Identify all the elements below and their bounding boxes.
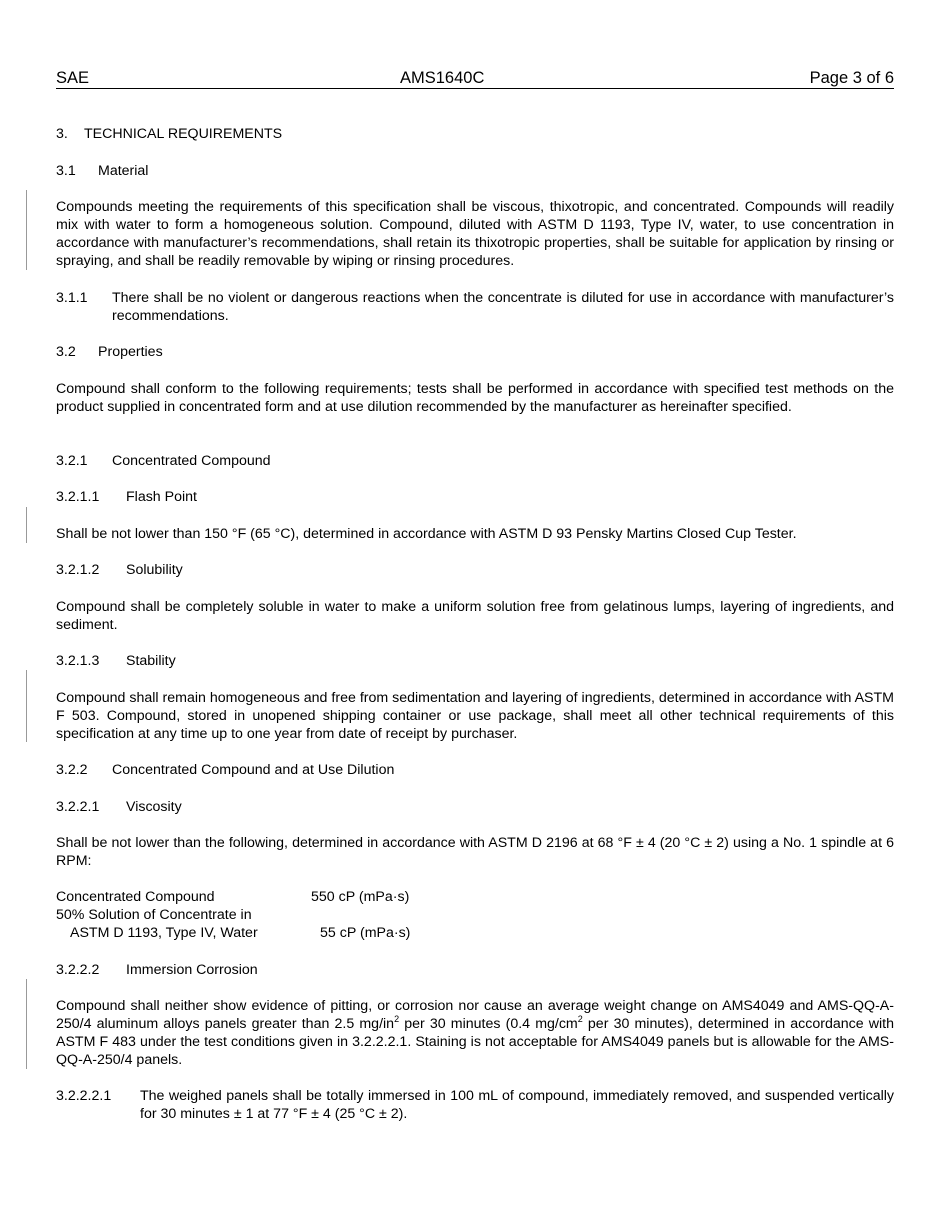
viscosity-row-2-label-line-1: 50% Solution of Concentrate in (56, 907, 252, 923)
viscosity-row-1-value: 550 cP (mPa·s) (311, 889, 410, 905)
section-3-2-text: Compound shall conform to the following requirements; tests shall be performed in accordance with specified test methods on the product supplied in concentrated form and at use dilution recommended by the manufacturer as hereinafter specified. (56, 381, 894, 415)
section-3-2-1-3-heading: 3.2.1.3 Stability (56, 653, 176, 669)
section-3-2-2-2-text: Compound shall neither show evidence of pitting, or corrosion nor cause an average weight change on AMS4049 and AMS-QQ-A-250/4 aluminum alloys panels greater than 2.5 $mg/in^2$ per 30 minutes (0.4 $mg/cm^2$ per 30 minutes), determined in accordance with ASTM F 483 under the test conditions given in 3.2.2.2.1. Staining is not acceptable for AMS4049 panels but is allowable for the AMS-QQ-A-250/4 panels. (56, 998, 894, 1068)
section-3-2-1-heading: 3.2.1 Concentrated Compound (56, 453, 271, 469)
header-doc-id: AMS1640C (400, 69, 485, 87)
section-3-2-1-1-text: Shall be not lower than 150 °F (65 °C), determined in accordance with ASTM D 93 Pensky Martins Closed Cup Tester. (56, 526, 797, 542)
viscosity-row-1-label: Concentrated Compound (56, 889, 215, 905)
header-org: SAE (56, 69, 90, 87)
section-3-2-1-3-text: Compound shall remain homogeneous and free from sedimentation and layering of ingredients, determined in accordance with ASTM F 503. Compound, stored in unopened shipping container or use package, shall meet all other technical requirements of this specification at any time up to one year from date of receipt by purchaser. (56, 690, 894, 742)
section-3-2-2-1-heading: 3.2.2.1 Viscosity (56, 799, 182, 815)
section-3-2-1-2-heading: 3.2.1.2 Solubility (56, 562, 183, 578)
change-bar (26, 507, 27, 543)
viscosity-row-2-value: 55 cP (mPa·s) (320, 925, 411, 941)
page-header (56, 68, 894, 89)
section-3-heading: 3. TECHNICAL REQUIREMENTS (56, 126, 283, 142)
section-3-1-1-text: There shall be no violent or dangerous reactions when the concentrate is diluted for use in accordance with manufacturer’s recommendations. (112, 290, 894, 324)
section-3-2-2-heading: 3.2.2 Concentrated Compound and at Use Dilution (56, 762, 395, 778)
viscosity-row-2-label-line-2: ASTM D 1193, Type IV, Water (70, 925, 258, 941)
section-3-2-2-2-1: 3.2.2.2.1 The weighed panels shall be totally immersed in 100 mL of compound, immediately removed, and suspended vertically for 30 minutes ± 1 at 77 °F ± 4 (25 °C ± 2). (56, 1088, 894, 1122)
section-3-2-1-1-heading: 3.2.1.1 Flash Point (56, 489, 197, 505)
change-bar (26, 979, 27, 1069)
section-3-1-1: 3.1.1 There shall be no violent or dangerous reactions when the concentrate is diluted for use in accordance with manufacturer’s recommendations. (56, 290, 894, 324)
header-page-number: Page 3 of 6 (809, 69, 894, 87)
section-3-2-2-2-heading: 3.2.2.2 Immersion Corrosion (56, 962, 258, 978)
section-3-1-text: Compounds meeting the requirements of this specification shall be viscous, thixotropic, and concentrated. Compounds will readily mix with water to form a homogeneous solution. Compound, diluted with ASTM D 1193, Type IV, water, to use concentration in accordance with manufacturer’s recommendations, shall retain its thixotropic properties, shall be suitable for application by rinsing or spraying, and shall be readily removable by wiping or rinsing procedures. (56, 199, 894, 269)
change-bar (26, 670, 27, 742)
section-3-2-heading: 3.2 Properties (56, 344, 163, 360)
change-bar (26, 190, 27, 270)
section-3-2-1-2-text: Compound shall be completely soluble in water to make a uniform solution free from gelatinous lumps, layering of ingredients, and sediment. (56, 599, 894, 633)
section-3-1-heading: 3.1 Material (56, 163, 149, 179)
section-3-2-2-1-text: Shall be not lower than the following, determined in accordance with ASTM D 2196 at 68 °F ± 4 (20 °C ± 2) using a No. 1 spindle at 6 RPM: (56, 835, 894, 869)
section-3-2-2-2-1-text: The weighed panels shall be totally immersed in 100 mL of compound, immediately removed, and suspended vertically for 30 minutes ± 1 at 77 °F ± 4 (25 °C ± 2). (140, 1088, 894, 1122)
